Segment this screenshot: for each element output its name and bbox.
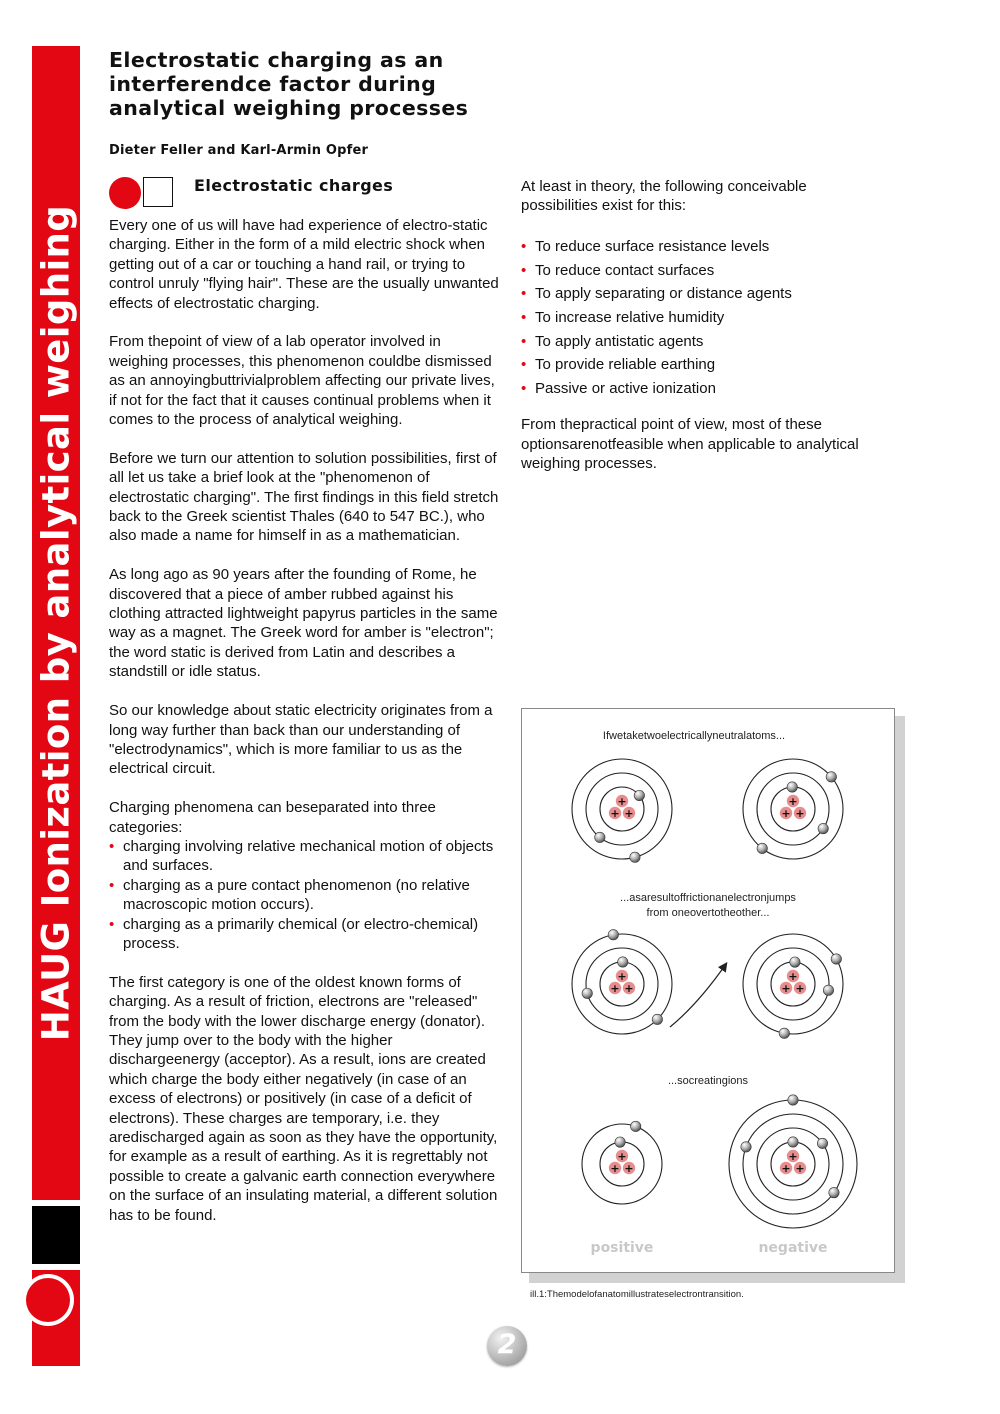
proton-plus-sign: + [788, 795, 798, 808]
electron [788, 1137, 798, 1147]
article-title: Electrostatic charging as an interferendce factor during analytical weighing processes [109, 48, 469, 120]
proton-plus-sign: + [624, 1162, 634, 1175]
list-item: • To reduce contact surfaces [521, 261, 881, 280]
list-item: • To reduce surface resistance levels [521, 237, 881, 256]
electron [615, 1137, 625, 1147]
list-item: • To increase relative humidity [521, 308, 881, 327]
paragraph: At least in theory, the following conceivable possibilities exist for this: [521, 178, 807, 215]
proton-plus-sign: + [610, 982, 620, 995]
electron [818, 823, 828, 833]
proton-plus-sign: + [795, 1162, 805, 1175]
electron [817, 1138, 827, 1148]
figure-label-2b: from oneovertotheother... [646, 907, 770, 919]
article-authors: Dieter Feller and Karl-Armin Opfer [109, 143, 369, 158]
proton-plus-sign: + [617, 970, 627, 983]
proton-plus-sign: + [781, 1162, 791, 1175]
section-heading [109, 174, 489, 210]
list-item: • To apply separating or distance agents [521, 284, 881, 303]
options-list [521, 237, 881, 399]
page-number: 2 [497, 1329, 517, 1360]
proton-plus-sign: + [624, 982, 634, 995]
electron [779, 1028, 789, 1038]
category-list [109, 837, 501, 953]
proton-plus-sign: + [610, 1162, 620, 1175]
orbit-ring [572, 759, 672, 859]
list-item: • charging involving relative mechanical motion of objects and surfaces. [109, 837, 501, 876]
brand-sidebar [32, 46, 80, 1366]
electron [787, 782, 797, 792]
proton-plus-sign: + [617, 795, 627, 808]
paragraph: From thepractical point of view, most of these optionsarenotfeasible when applicable to analytical weighing processes. [521, 416, 859, 473]
electron [634, 790, 644, 800]
brand-text: HAUG Ionization by analytical weighing [34, 204, 78, 1042]
paragraph: As long ago as 90 years after the founding of Rome, he discovered that a piece of amber rubbed against his clothing attracted lightweight papyrus particles in the same way as a magnet. The Greek word for amber is "electron"; the word static is derived from Latin and describes a standstill or idle status. [109, 566, 498, 681]
proton-plus-sign: + [795, 807, 805, 820]
orbit-ring [743, 1114, 843, 1214]
electron-jump-arrow [670, 964, 726, 1027]
electron [595, 832, 605, 842]
red-circle-icon [109, 177, 141, 209]
paragraph: So our knowledge about static electricity originates from a long way further than back than our understanding of "electrodynamics", which is more familiar to us as the electrical circuit. [109, 702, 493, 778]
proton-plus-sign: + [624, 807, 634, 820]
orbit-ring [729, 1100, 857, 1228]
proton-plus-sign: + [781, 807, 791, 820]
proton-plus-sign: + [795, 982, 805, 995]
atom [572, 759, 672, 862]
square-outline-icon [143, 177, 173, 207]
electron [757, 843, 767, 853]
electron [831, 954, 841, 964]
atom [572, 930, 672, 1034]
atom [582, 1121, 662, 1204]
right-column [521, 177, 881, 493]
proton-plus-sign: + [781, 982, 791, 995]
brand-black-block [32, 1206, 80, 1264]
electron [790, 957, 800, 967]
paragraph: Charging phenomena can beseparated into three categories: [109, 799, 436, 836]
atom-diagram [522, 709, 896, 1274]
figure-label-1: Ifwetaketwoelectricallyneutralatoms... [602, 730, 786, 742]
section-heading-text: Electrostatic charges [194, 176, 394, 195]
positive-ion-label: positive [590, 1240, 654, 1256]
figure-label-2a: ...asaresultoffrictionanelectronjumps [620, 892, 796, 904]
atom [729, 1095, 857, 1228]
electron [652, 1014, 662, 1024]
electron [582, 988, 592, 998]
paragraph: From thepoint of view of a lab operator involved in weighing processes, this phenomenon couldbe dismissed as an annoyingbuttrivialproblem affecting our private lives, if not for the fact that it causes continual problems when it comes to the process of analytical weighing. [109, 333, 495, 429]
negative-ion-label: negative [758, 1240, 828, 1256]
orbit-ring [600, 962, 644, 1006]
electron [829, 1187, 839, 1197]
orbit-ring [600, 1142, 644, 1186]
figure-label-3: ...socreatingions [667, 1075, 749, 1087]
page-number-badge [487, 1326, 527, 1366]
list-item: • To apply antistatic agents [521, 332, 881, 351]
proton-plus-sign: + [610, 807, 620, 820]
electron [788, 1095, 798, 1105]
figure-caption: ill.1:Themodelofanatomillustrateselectrontransition. [530, 1289, 744, 1300]
list-item: • Passive or active ionization [521, 379, 881, 398]
proton-plus-sign: + [788, 1150, 798, 1163]
proton-plus-sign: + [617, 1150, 627, 1163]
atom-model-figure [521, 708, 895, 1273]
electron [826, 772, 836, 782]
paragraph: The first category is one of the oldest known forms of charging. As a result of friction, electrons are "released" from the body with the lower discharge energy (donator). They jump over to the body with the higher dischargeenergy (acceptor). As a result, ions are created which charge the body either negatively (in case of an excess of electrons) or positively (in case of a deficit of electrons). These charges are temporary, i.e. they aredischarged again as soon as they have the opportunity, for example as a result of earthing. As it is regrettably not possible to create a galvanic earth connection everywhere on the surface of an insulating material, a different solution has to be found. [109, 973, 498, 1224]
left-column [109, 216, 501, 1244]
paragraph: Every one of us will have had experience of electro-static charging. Either in the form of a mild electric shock when getting out of a car or touching a hand rail, or trying to control unruly "flying hair". These are the usually unwanted effects of electrostatic charging. [109, 217, 499, 312]
orbit-ring [743, 934, 843, 1034]
orbit-ring [771, 1142, 815, 1186]
atom [743, 759, 843, 859]
list-item: • charging as a primarily chemical (or electro-chemical) process. [109, 915, 501, 954]
electron [823, 985, 833, 995]
electron [608, 930, 618, 940]
proton-plus-sign: + [788, 970, 798, 983]
electron [741, 1142, 751, 1152]
electron [630, 852, 640, 862]
atom [743, 934, 843, 1038]
electron [618, 957, 628, 967]
electron [630, 1121, 640, 1131]
orbit-ring [582, 1124, 662, 1204]
list-item: • charging as a pure contact phenomenon (no relative macroscopic motion occurs). [109, 876, 501, 915]
paragraph: Before we turn our attention to solution possibilities, first of all let us take a brief look at the "phenomenon of electrostatic charging". The first findings in this field stretch back to the Greek scientist Thales (640 to 547 BC.), who also made a name for himself in as a mathematician. [109, 449, 499, 545]
brand-circle-icon [26, 1278, 70, 1322]
list-item: • To provide reliable earthing [521, 355, 881, 374]
orbit-ring [771, 787, 815, 831]
orbit-ring [771, 962, 815, 1006]
